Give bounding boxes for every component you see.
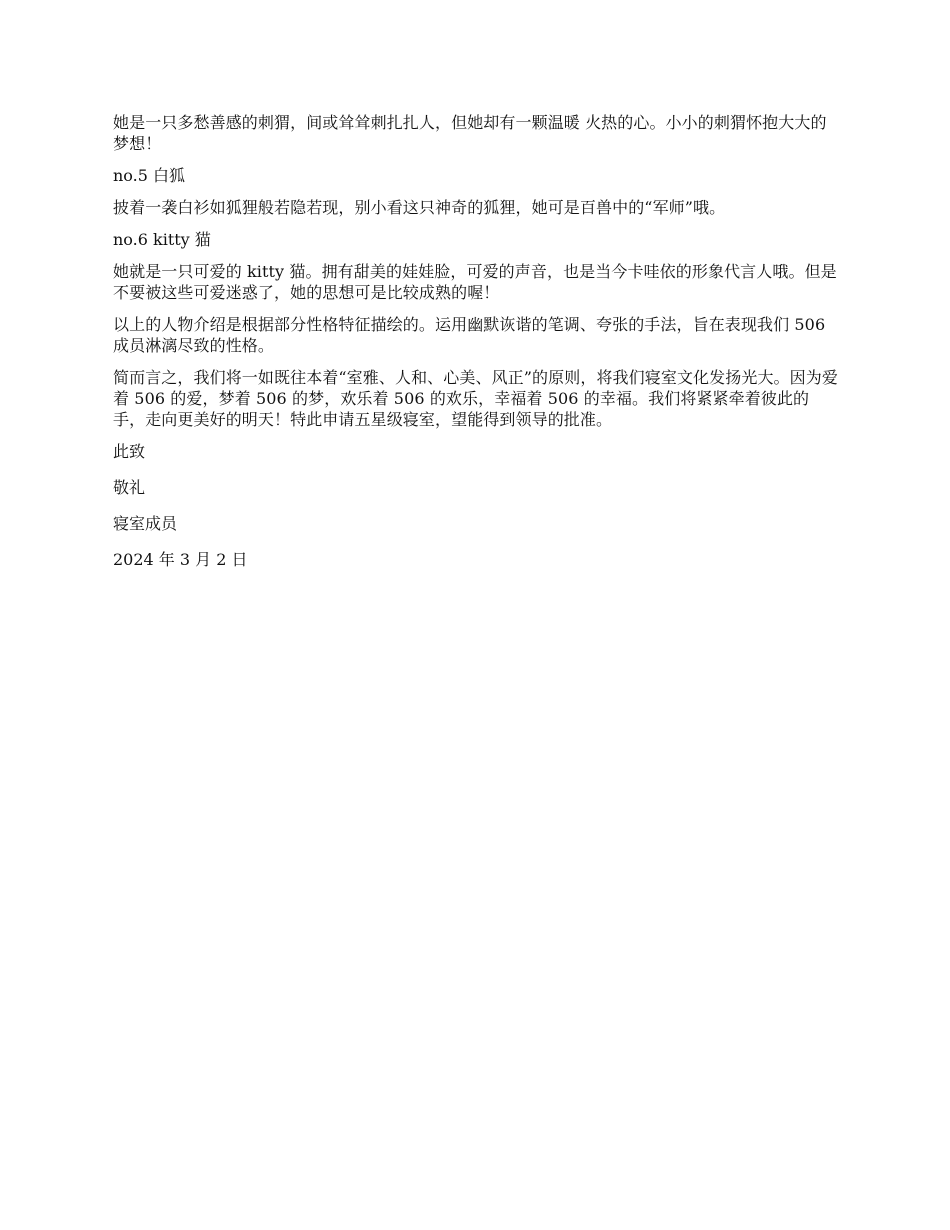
paragraph-white-fox: 披着一袭白衫如狐狸般若隐若现，别小看这只神奇的狐狸，她可是百兽中的“军师”哦。 bbox=[113, 198, 726, 217]
closing-regards: 敬礼 bbox=[113, 478, 146, 497]
closing-salutation: 此致 bbox=[113, 442, 146, 461]
paragraph-summary: 以上的人物介绍是根据部分性格特征描绘的。运用幽默诙谐的笔调、夸张的手法，旨在表现我们 506 成员淋漓尽致的性格。 bbox=[113, 315, 826, 355]
heading-no6: no.6 kitty 猫 bbox=[113, 230, 211, 249]
signature: 寝室成员 bbox=[113, 514, 178, 533]
paragraph-kitty: 她就是一只可爱的 kitty 猫。拥有甜美的娃娃脸，可爱的声音，也是当今卡哇依的形象代言人哦。但是不要被这些可爱迷惑了，她的思想可是比较成熟的喔！ bbox=[113, 262, 837, 302]
paragraph-hedgehog: 她是一只多愁善感的刺猬，间或耸耸刺扎扎人，但她却有一颗温暖 火热的心。小小的刺猬怀抱大大的梦想！ bbox=[113, 113, 827, 153]
document-page bbox=[113, 112, 841, 585]
date: 2024 年 3 月 2 日 bbox=[113, 550, 248, 569]
paragraph-conclusion: 简而言之，我们将一如既往本着“室雅、人和、心美、风正”的原则，将我们寝室文化发扬光大。因为爱着 506 的爱，梦着 506 的梦，欢乐着 506 的欢乐，幸福着 506 的幸福。我们将紧紧牵着彼此的手，走向更美好的明天！特此申请五星级寝室，望能得到领导的批准。 bbox=[113, 368, 838, 429]
heading-no5: no.5 白狐 bbox=[113, 166, 186, 185]
